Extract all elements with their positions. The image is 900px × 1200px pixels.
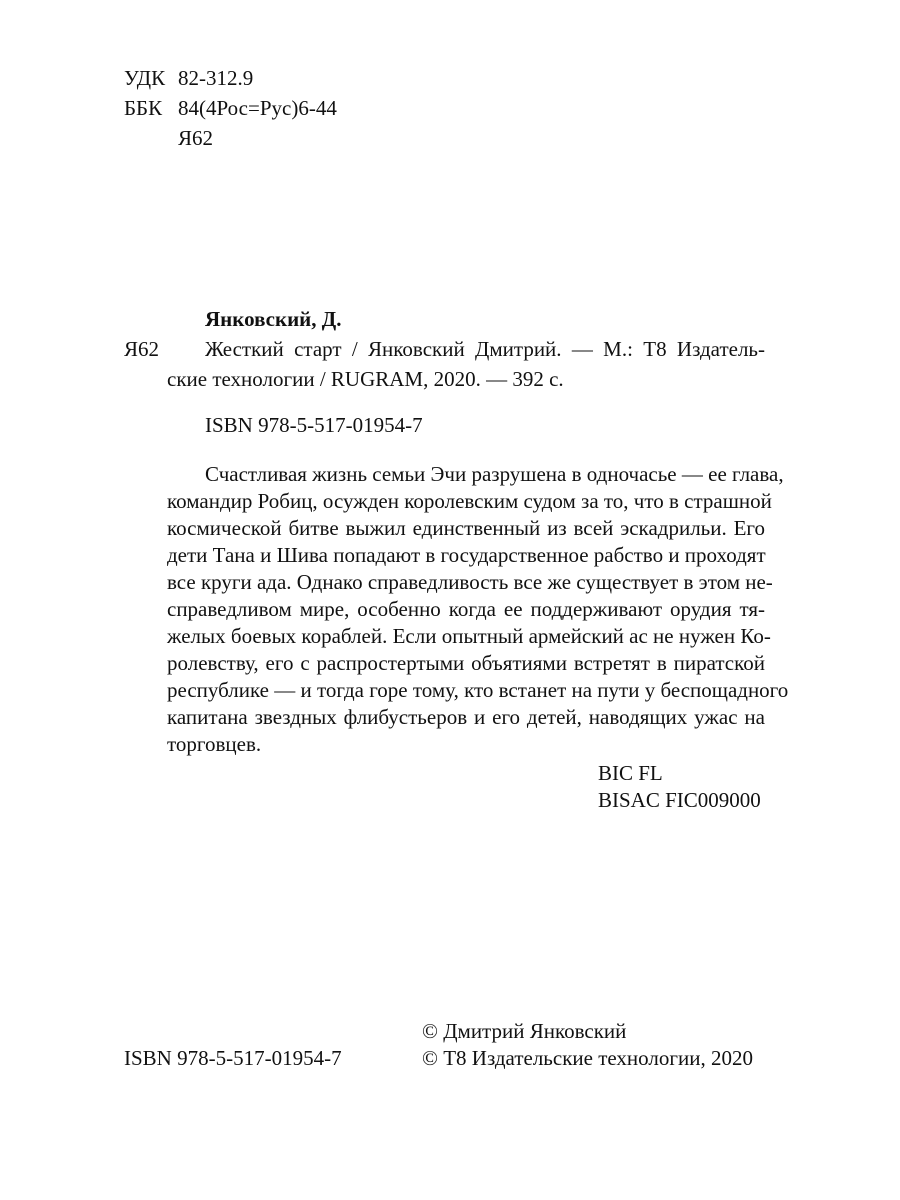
footer-isbn: ISBN 978-5-517-01954-7	[124, 1046, 342, 1070]
annotation-line: республике — и тогда горе тому, кто встанет на пути у беспощадного	[167, 678, 789, 702]
bbk-line	[124, 93, 337, 123]
annotation-line: космической битве выжил единственный из всей эскадрильи. Его	[167, 516, 765, 540]
author-mark-top: Я62	[178, 126, 214, 150]
copyright-author: © Дмитрий Янковский	[422, 1019, 627, 1043]
title-line-1: Жесткий старт / Янковский Дмитрий. — М.: Т8 Издатель-	[205, 337, 765, 361]
annotation-line: Счастливая жизнь семьи Эчи разрушена в одночасье — ее глава,	[205, 462, 784, 486]
bbk-label: ББК	[124, 96, 163, 120]
annotation-line: торговцев.	[167, 732, 262, 756]
author-mark: Я62	[124, 337, 160, 361]
annotation-line: желых боевых кораблей. Если опытный армейский ас не нужен Ко-	[167, 624, 771, 648]
annotation-line: справедливом мире, особенно когда ее поддерживают орудия тя-	[167, 597, 765, 621]
annotation-line: дети Тана и Шива попадают в государственное рабство и проходят	[167, 543, 766, 567]
bic-code: BIC FL	[598, 761, 663, 785]
annotation-line: капитана звездных флибустьеров и его детей, наводящих ужас на	[167, 705, 765, 729]
bisac-code: BISAC FIC009000	[598, 788, 761, 812]
author-heading: Янковский, Д.	[205, 307, 342, 331]
bbk-value: 84(4Рос=Рус)6-44	[178, 96, 337, 120]
udk-value: 82-312.9	[178, 66, 254, 90]
catalog-isbn: ISBN 978-5-517-01954-7	[205, 413, 423, 437]
annotation-line: все круги ада. Однако справедливость все же существует в этом не-	[167, 570, 773, 594]
annotation-line: ролевству, его с распростертыми объятиями встретят в пиратской	[167, 651, 765, 675]
copyright-publisher: © Т8 Издательские технологии, 2020	[422, 1046, 753, 1070]
udk-label: УДК	[124, 66, 166, 90]
annotation-line: командир Робиц, осужден королевским судом за то, что в страшной	[167, 489, 772, 513]
udk-line	[124, 63, 253, 93]
title-line-2: ские технологии / RUGRAM, 2020. — 392 с.	[167, 367, 564, 391]
